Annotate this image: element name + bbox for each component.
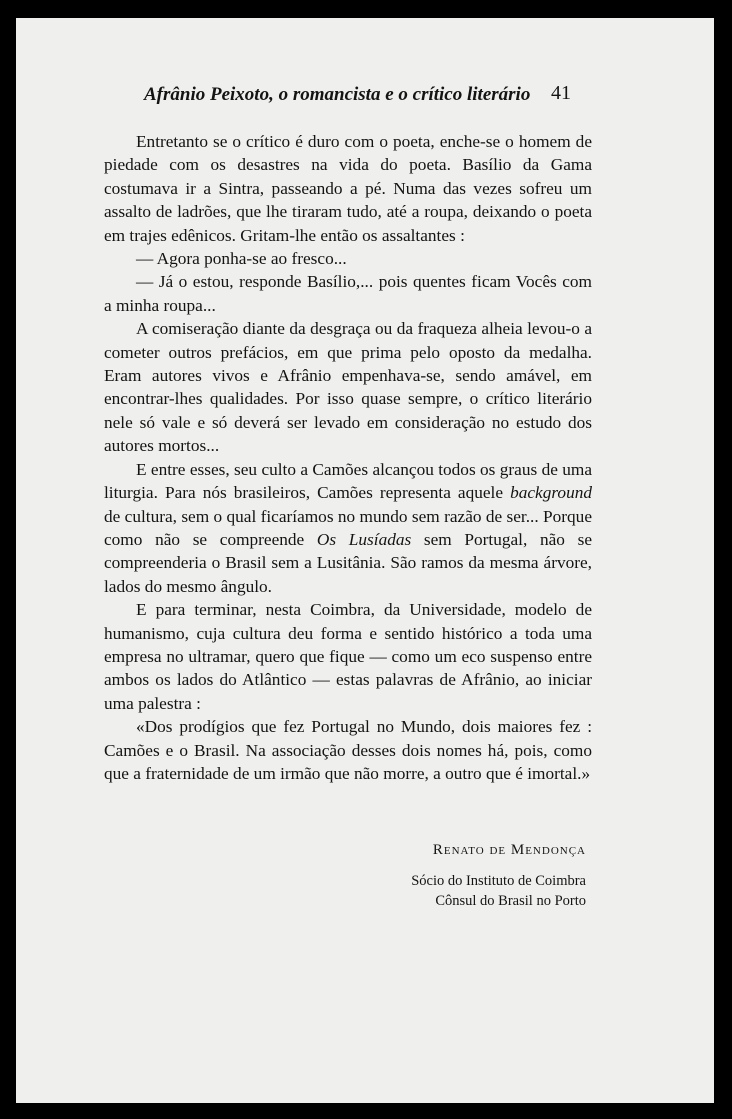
background-italic: background <box>510 483 592 503</box>
author-position: Cônsul do Brasil no Porto <box>435 893 586 909</box>
paragraph-7-quote: «Dos prodígios que fez Portugal no Mundo, dois maiores fez : Camões e o Brasil. Na associação desses dois nomes há, pois, como que a fraternidade de um irmão que não morre, a outro que é imortal.» <box>104 717 592 783</box>
paragraph-5-part-e: sem Portugal, não se compreenderia o Brasil sem a Lusitânia. São ramos da mesma árvore, lados do mesmo ângulo. <box>104 529 592 596</box>
running-title: Afrânio Peixoto, o romancista e o crítico literário <box>144 84 531 105</box>
paragraph-4: A comiseração diante da desgraça ou da fraqueza alheia levou-o a cometer outros prefácios, em que prima pelo oposto da medalha. Eram autores vivos e Afrânio empenhava-se, sendo amável, em encontrar-lhes qualidades. Por isso quase sempre, o crítico literário nele só vale e só deverá ser levado em consideração no estudo dos autores mortos... <box>104 319 592 456</box>
paragraph-6: E para terminar, nesta Coimbra, da Universidade, modelo de humanismo, cuja cultura deu forma e sentido histórico a toda uma empresa no ultramar, quero que fique — como um eco suspenso entre ambos os lados do Atlântico — estas palavras de Afrânio, ao iniciar uma palestra : <box>104 600 592 713</box>
author-affiliation: Sócio do Instituto de Coimbra <box>411 873 586 889</box>
running-head <box>16 82 714 112</box>
page-number: 41 <box>551 82 571 104</box>
signature-block <box>366 842 586 911</box>
os-lusiadas-italic: Os Lusíadas <box>316 529 412 549</box>
paragraph-1: Entretanto se o crítico é duro com o poeta, enche-se o homem de piedade com os desastres na vida do poeta. Basílio da Gama costumava ir a Sintra, passeando a pé. Numa das vezes sofreu um assalto de ladrões, que lhe tiraram tudo, até a roupa, deixando o poeta em trajes edênicos. Gritam-lhe então os assaltantes : <box>104 132 592 245</box>
paragraph-3: — Já o estou, responde Basílio,... pois quentes ficam Vocês com a minha roupa... <box>104 272 592 315</box>
paragraph-5 <box>104 458 592 598</box>
paragraph-2: — Agora ponha-se ao fresco... <box>136 249 347 269</box>
document-page <box>16 18 714 1103</box>
body-text <box>104 130 592 785</box>
paragraph-5-part-a: E entre esses, seu culto a Camões alcançou todos os graus de uma liturgia. Para nós brasileiros, Camões representa aquele <box>104 459 592 503</box>
author-name: Renato de Mendonça <box>432 842 586 858</box>
paragraph-5-part-c: de cultura, sem o qual ficaríamos no mundo sem razão de ser... Porque como não se compreende <box>104 506 592 549</box>
